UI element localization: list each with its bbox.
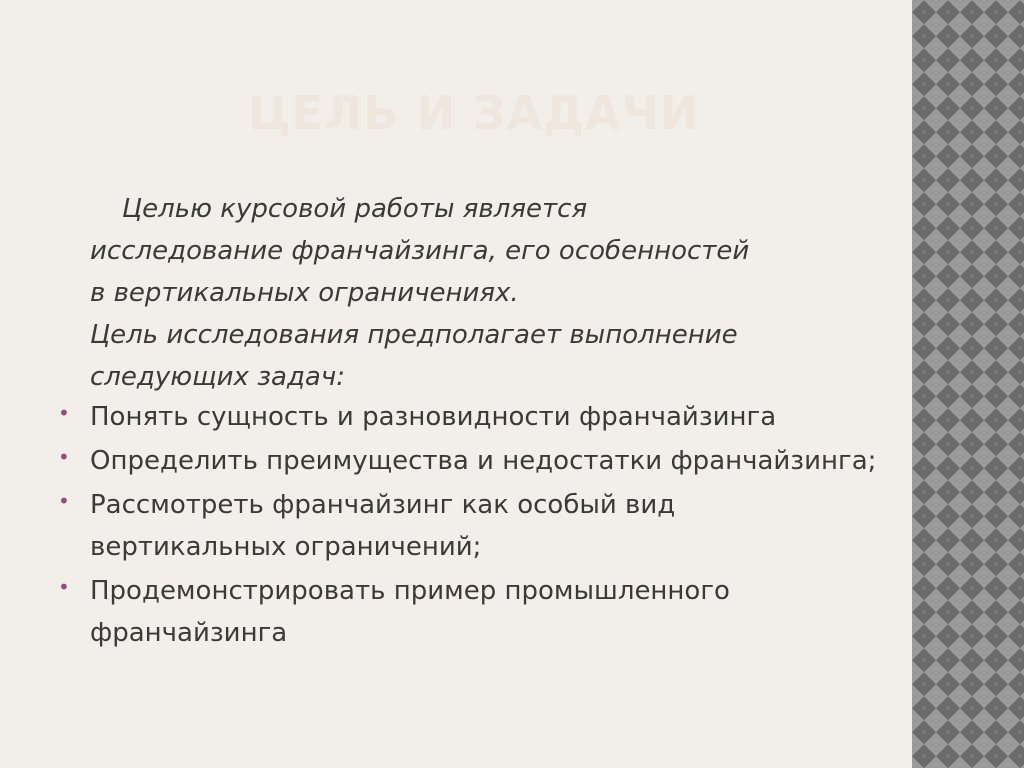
intro-line: следующих задач: [90,362,345,392]
intro-line: Целью курсовой работы является [122,194,588,224]
bullet-icon: • [58,489,70,513]
task-text: Определить преимущества и недостатки франчайзинга; [90,446,877,476]
decorative-side-band [912,0,1024,768]
task-text: Понять сущность и разновидности франчайзинга [90,402,777,432]
task-list [58,396,878,656]
list-item [58,484,878,568]
list-item [58,570,878,654]
list-item [58,440,878,482]
intro-line: исследование франчайзинга, его особенностей [90,236,750,266]
intro-line: Цель исследования предполагает выполнение [90,320,738,350]
slide-title: ЦЕЛЬ И ЗАДАЧИ [248,86,700,140]
task-text: Рассмотреть франчайзинг как особый вид вертикальных ограничений; [90,490,676,562]
list-item [58,396,878,438]
bullet-icon: • [58,445,70,469]
task-text: Продемонстрировать пример промышленного франчайзинга [90,576,730,648]
bullet-icon: • [58,575,70,599]
bullet-icon: • [58,401,70,425]
intro-paragraph [90,188,890,398]
intro-line: в вертикальных ограничениях. [90,278,519,308]
